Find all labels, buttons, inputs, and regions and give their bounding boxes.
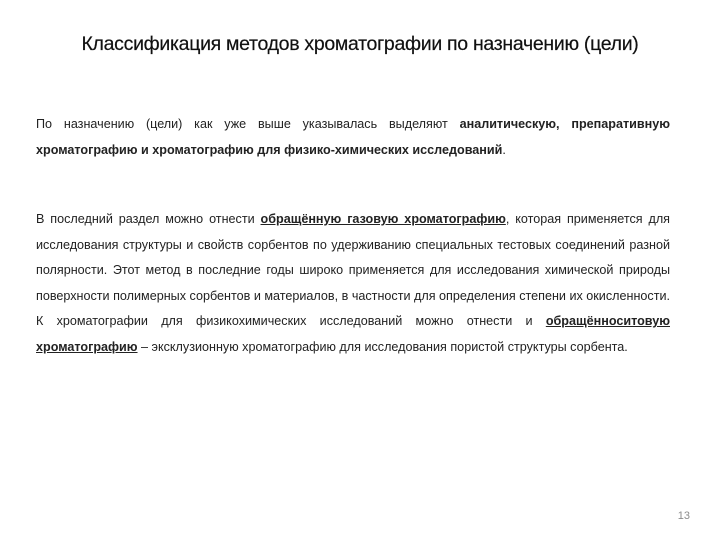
paragraph-purpose (36, 112, 670, 163)
paragraph-inverse-text-end: – эксклузионную хроматографию для исследования пористой структуры сорбента. (137, 339, 628, 354)
paragraph-inverse-methods (36, 207, 670, 361)
slide-title: Классификация методов хроматографии по назначению (цели) (81, 33, 639, 55)
inverse-sieve-chromatography-term: обращённоситовую хроматографию (36, 314, 670, 354)
chromatography-types-bold: аналитическую, препаративную хроматографию и хроматографию для физико-химических исследований (36, 117, 670, 157)
paragraph-inverse-text-middle: , которая применяется для исследования структуры и свойств сорбентов по удерживанию специальных тестовых соединений разной полярности. Этот метод в последние годы широко применяется для исследования химической природы поверхности полимерных сорбентов и материалов, в частности для определения степени их окисленности. К хроматографии для физикохимических исследований можно отнести и (36, 212, 670, 329)
paragraph-purpose-text-start: По назначению (цели) как уже выше указывалась выделяют (36, 117, 460, 131)
inverse-gas-chromatography-term: обращённую газовую хроматографию (260, 212, 506, 226)
paragraph-purpose-text-end: . (502, 142, 506, 157)
paragraph-inverse-text-start: В последний раздел можно отнести (36, 212, 261, 226)
page-number: 13 (677, 510, 690, 522)
